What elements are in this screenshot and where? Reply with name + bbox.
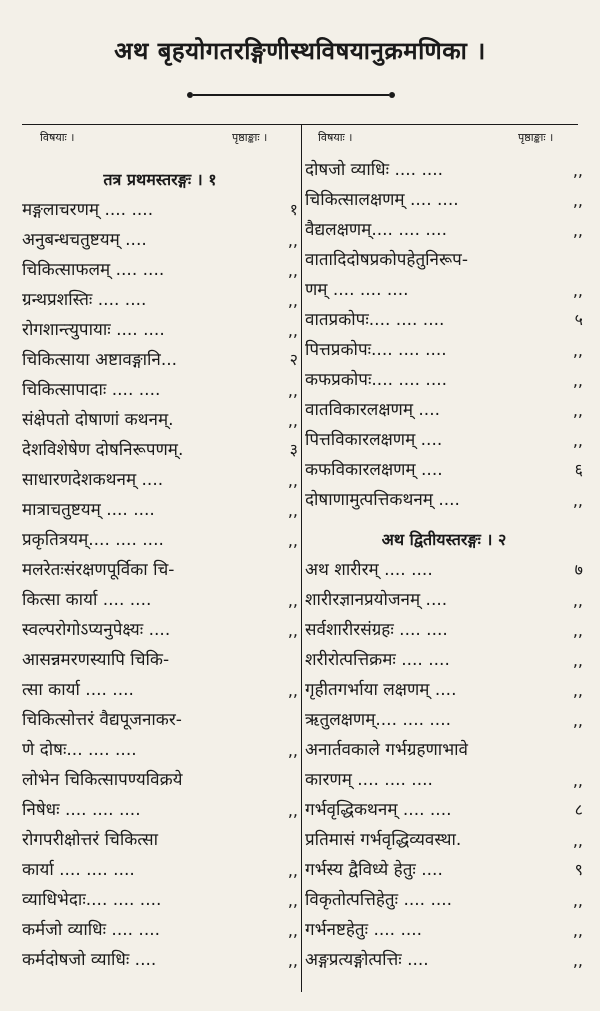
index-entry <box>22 430 298 460</box>
entry-text: कर्मदोषजो व्याधिः .... <box>22 950 157 970</box>
entry-text: कित्सा कार्या .... .... <box>22 590 152 610</box>
index-entry <box>22 340 298 370</box>
entry-text: आसन्नमरणस्यापि चिकि- <box>22 650 170 670</box>
entry-page-number: ९ <box>574 860 583 879</box>
entry-page-number: ८ <box>574 800 583 819</box>
entry-page-number: ,, <box>287 381 298 400</box>
entry-text: गर्भनष्टहेतुः .... .... <box>305 920 423 940</box>
entry-text: मात्राचतुष्टयम् .... .... <box>22 500 155 520</box>
entry-text: निषेधः .... .... .... <box>22 800 141 820</box>
entry-page-number: ७ <box>574 560 583 579</box>
index-entry <box>22 760 298 790</box>
entry-page-number: ,, <box>287 411 298 430</box>
index-entry <box>305 670 583 700</box>
entry-page-number: ,, <box>287 591 298 610</box>
index-entry <box>22 700 298 730</box>
entry-text: देशविशेषेण दोषनिरूपणम्. <box>22 440 184 460</box>
entry-text: कफप्रकोपः.... .... .... <box>305 370 448 390</box>
index-entry <box>22 400 298 430</box>
index-entry <box>305 790 583 820</box>
entry-text: अनुबन्धचतुष्टयम् .... <box>22 230 147 250</box>
entry-page-number: ,, <box>572 921 583 940</box>
entry-text: प्रकृतित्रयम्.... .... .... <box>22 530 164 550</box>
chapter-heading <box>305 510 583 550</box>
entry-page-number: ,, <box>287 531 298 550</box>
index-entry <box>305 210 583 240</box>
entry-page-number: ५ <box>574 310 583 329</box>
entry-text: कफविकारलक्षणम् .... <box>305 460 443 480</box>
entry-page-number: ,, <box>572 401 583 420</box>
entry-text: शरीरोत्पत्तिक्रमः .... .... <box>305 650 450 670</box>
entry-text: तत्र प्रथमस्तरङ्गः । १ <box>103 170 217 189</box>
index-entry <box>305 580 583 610</box>
entry-text: चिकित्सालक्षणम् .... .... <box>305 190 459 210</box>
index-entry <box>22 610 298 640</box>
entry-text: चिकित्साफलम् .... .... <box>22 260 165 280</box>
entry-text: ऋतुलक्षणम्.... .... .... <box>305 710 452 730</box>
entry-text: गृहीतगर्भाया लक्षणम् .... <box>305 680 457 700</box>
entry-page-number: ,, <box>287 471 298 490</box>
index-entry <box>22 880 298 910</box>
index-entry <box>22 940 298 970</box>
entry-text: विकृतोत्पत्तिहेतुः .... .... <box>305 890 453 910</box>
chapter-heading <box>22 150 298 190</box>
index-entry <box>22 910 298 940</box>
entry-text: त्सा कार्या .... .... <box>22 680 134 700</box>
index-entry <box>305 480 583 510</box>
entry-page-number: ,, <box>287 951 298 970</box>
entry-text: रोगपरीक्षोत्तरं चिकित्सा <box>22 830 159 850</box>
entry-text: णे दोषः... .... .... <box>22 740 137 760</box>
entry-page-number: ,, <box>287 681 298 700</box>
entry-page-number: ,, <box>287 861 298 880</box>
entry-page-number: ,, <box>572 191 583 210</box>
index-entry <box>305 550 583 580</box>
index-entry <box>305 940 583 970</box>
entry-text: अनार्तवकाले गर्भग्रहणाभावे <box>305 740 468 760</box>
entry-page-number: ,, <box>572 711 583 730</box>
entry-text: लोभेन चिकित्सापण्यविक्रये <box>22 770 183 790</box>
entry-text: शारीरज्ञानप्रयोजनम् .... <box>305 590 448 610</box>
entry-page-number: ,, <box>287 741 298 760</box>
entry-page-number: १ <box>289 200 298 219</box>
entry-text: स्वल्परोगोऽप्यनुपेक्ष्यः .... <box>22 620 171 640</box>
index-entry <box>22 220 298 250</box>
entry-page-number: ,, <box>572 161 583 180</box>
index-entry <box>22 790 298 820</box>
index-entry <box>22 250 298 280</box>
index-entry <box>22 730 298 760</box>
entry-page-number: ,, <box>572 681 583 700</box>
entry-text: अङ्गप्रत्यङ्गोत्पत्तिः .... <box>305 950 429 970</box>
entry-text: कर्मजो व्याधिः .... .... <box>22 920 161 940</box>
entry-page-number: ,, <box>287 321 298 340</box>
entry-text: संक्षेपतो दोषाणां कथनम्. <box>22 410 174 430</box>
entry-page-number: ,, <box>287 621 298 640</box>
entry-page-number: ,, <box>287 231 298 250</box>
entry-page-number: ,, <box>287 501 298 520</box>
entry-text: पित्तप्रकोपः.... .... .... <box>305 340 447 360</box>
entry-text: प्रतिमासं गर्भवृद्धिव्यवस्था. <box>305 830 462 850</box>
index-entry <box>305 300 583 330</box>
index-entry <box>22 670 298 700</box>
entry-page-number: ,, <box>572 951 583 970</box>
entry-text: वातप्रकोपः.... .... .... <box>305 310 445 330</box>
index-entry <box>305 610 583 640</box>
index-entry <box>305 240 583 270</box>
entry-text: दोषाणामुत्पत्तिकथनम् .... <box>305 490 460 510</box>
entry-text: मङ्गलाचरणम् .... .... <box>22 200 154 220</box>
entry-text: वातविकारलक्षणम् .... <box>305 400 441 420</box>
entry-text: चिकित्सोत्तरं वैद्यपूजनाकर- <box>22 710 182 730</box>
index-entry <box>305 700 583 730</box>
index-entry <box>305 330 583 360</box>
entry-page-number: ,, <box>572 591 583 610</box>
index-entry <box>305 910 583 940</box>
entry-page-number: ,, <box>572 431 583 450</box>
index-entry <box>305 270 583 300</box>
entry-page-number: ,, <box>572 831 583 850</box>
entry-page-number: ६ <box>574 460 583 479</box>
entry-page-number: ,, <box>572 341 583 360</box>
index-entry <box>305 760 583 790</box>
right-index-column <box>305 150 583 970</box>
index-entry <box>22 310 298 340</box>
entry-page-number: ,, <box>572 651 583 670</box>
index-entry <box>22 490 298 520</box>
index-entry <box>305 730 583 760</box>
entry-page-number: ,, <box>572 771 583 790</box>
entry-text: ग्रन्थप्रशस्तिः .... .... <box>22 290 147 310</box>
entry-text: पित्तविकारलक्षणम् .... <box>305 430 443 450</box>
entry-page-number: ,, <box>287 921 298 940</box>
right-subject-header: विषयाः । <box>318 131 353 144</box>
index-entry <box>22 820 298 850</box>
entry-text: वैद्यलक्षणम्.... .... .... <box>305 220 447 240</box>
entry-page-number: ,, <box>572 491 583 510</box>
entry-text: अथ शारीरम् .... .... <box>305 560 433 580</box>
index-entry <box>22 850 298 880</box>
entry-text: दोषजो व्याधिः .... .... <box>305 160 444 180</box>
entry-page-number: ,, <box>572 371 583 390</box>
entry-page-number: २ <box>289 350 298 369</box>
entry-page-number: ,, <box>287 891 298 910</box>
entry-page-number: ,, <box>572 221 583 240</box>
entry-text: साधारणदेशकथनम् .... <box>22 470 164 490</box>
entry-text: रोगशान्त्युपायाः .... .... <box>22 320 165 340</box>
index-entry <box>22 370 298 400</box>
index-entry <box>22 640 298 670</box>
index-entry <box>305 450 583 480</box>
entry-text: गर्भवृद्धिकथनम् .... .... <box>305 800 452 820</box>
index-entry <box>305 180 583 210</box>
entry-text: अथ द्वितीयस्तरङ्गः । २ <box>381 530 507 549</box>
entry-page-number: ,, <box>572 281 583 300</box>
entry-page-number: ,, <box>572 891 583 910</box>
entry-text: चिकित्साया अष्टावङ्गानि... <box>22 350 178 370</box>
entry-text: व्याधिभेदाः.... .... .... <box>22 890 162 910</box>
column-divider <box>301 124 302 992</box>
entry-text: णम् .... .... .... <box>305 280 409 300</box>
index-entry <box>305 640 583 670</box>
entry-text: कारणम् .... .... .... <box>305 770 433 790</box>
index-entry <box>305 820 583 850</box>
index-entry <box>22 460 298 490</box>
left-subject-header: विषयाः । <box>40 131 75 144</box>
index-entry <box>305 390 583 420</box>
right-page-header: पृष्ठाङ्काः । <box>518 131 554 144</box>
entry-page-number: ३ <box>289 440 298 459</box>
index-entry <box>305 850 583 880</box>
index-entry <box>305 420 583 450</box>
index-entry <box>22 580 298 610</box>
entry-page-number: ,, <box>287 291 298 310</box>
index-entry <box>22 550 298 580</box>
page-title: अथ बृहयोगतरङ्गिणीस्थविषयानुक्रमणिका । <box>114 37 486 65</box>
left-index-column <box>22 150 298 970</box>
index-entry <box>305 880 583 910</box>
header-rule <box>22 124 578 125</box>
title-ornament-divider <box>193 94 389 96</box>
entry-text: वातादिदोषप्रकोपहेतुनिरूप- <box>305 250 468 270</box>
entry-text: कार्या .... .... .... <box>22 860 135 880</box>
index-entry <box>305 150 583 180</box>
left-page-header: पृष्ठाङ्काः । <box>232 131 268 144</box>
entry-text: सर्वशारीरसंग्रहः .... .... <box>305 620 448 640</box>
index-entry <box>22 520 298 550</box>
entry-text: गर्भस्य द्वैविध्ये हेतुः .... <box>305 860 443 880</box>
entry-page-number: ,, <box>287 801 298 820</box>
entry-text: मलरेतःसंरक्षणपूर्विका चि- <box>22 560 175 580</box>
index-entry <box>305 360 583 390</box>
entry-page-number: ,, <box>287 261 298 280</box>
entry-text: चिकित्सापादाः .... .... <box>22 380 161 400</box>
entry-page-number: ,, <box>572 621 583 640</box>
index-entry <box>22 280 298 310</box>
index-entry <box>22 190 298 220</box>
